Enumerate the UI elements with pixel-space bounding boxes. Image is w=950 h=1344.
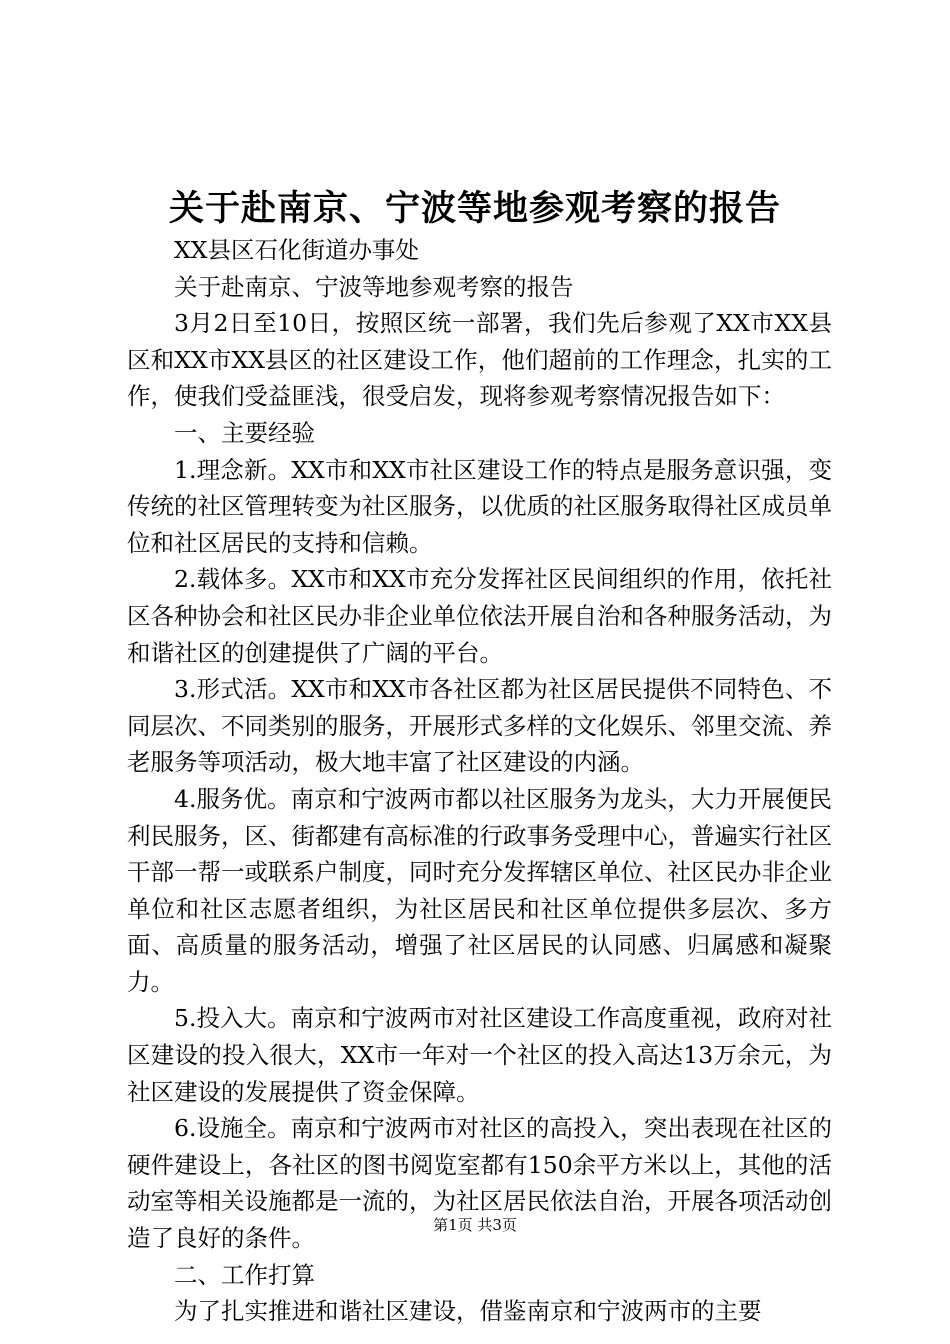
paragraph-item-6: 6.设施全。南京和宁波两市对社区的高投入，突出表现在社区的硬件建设上，各社区的图书阅览室都有150余平方米以上，其他的活动室等相关设施都是一流的，为社区居民依法自治，开展各项活动创造了良好的条件。 (127, 1114, 832, 1253)
section-heading-work-plan: 二、工作打算 (174, 1260, 315, 1289)
paragraph-report-title: 关于赴南京、宁波等地参观考察的报告 (174, 272, 574, 301)
paragraph-item-4: 4.服务优。南京和宁波两市都以社区服务为龙头，大力开展便民利民服务，区、街都建有高标准的行政事务受理中心，普遍实行社区干部一帮一或联系户制度，同时充分发挥辖区单位、社区民办非企业单位和社区志愿者组织，为社区居民和社区单位提供多层次、多方面、高质量的服务活动，增强了社区居民的认同感、归属感和凝聚力。 (127, 784, 832, 996)
page-number-footer: 第1页 共3页 (433, 1216, 517, 1234)
paragraph-organization: XX县区石化街道办事处 (174, 236, 419, 264)
paragraph-item-1: 1.理念新。XX市和XX市社区建设工作的特点是服务意识强，变传统的社区管理转变为社区服务，以优质的社区服务取得社区成员单位和社区居民的支持和信赖。 (127, 455, 832, 557)
paragraph-work-plan: 为了扎实推进和谐社区建设，借鉴南京和宁波两市的主要 (174, 1297, 762, 1326)
document-title: 关于赴南京、宁波等地参观考察的报告 (168, 188, 781, 229)
paragraph-item-5: 5.投入大。南京和宁波两市对社区建设工作高度重视，政府对社区建设的投入很大，XX市一年对一个社区的投入高达13万余元，为社区建设的发展提供了资金保障。 (127, 1004, 832, 1106)
paragraph-intro: 3月2日至10日，按照区统一部署，我们先后参观了XX市XX县区和XX市XX县区的社区建设工作，他们超前的工作理念，扎实的工作，使我们受益匪浅，很受启发，现将参观考察情况报告如下： (127, 309, 832, 411)
paragraph-item-3: 3.形式活。XX市和XX市各社区都为社区居民提供不同特色、不同层次、不同类别的服务，开展形式多样的文化娱乐、邻里交流、养老服务等项活动，极大地丰富了社区建设的内涵。 (127, 675, 832, 777)
document-body (127, 232, 832, 1330)
section-heading-main-experience: 一、主要经验 (174, 418, 315, 447)
paragraph-item-2: 2.载体多。XX市和XX市充分发挥社区民间组织的作用，依托社区各种协会和社区民办非企业单位依法开展自治和各种服务活动，为和谐社区的创建提供了广阔的平台。 (127, 565, 832, 667)
